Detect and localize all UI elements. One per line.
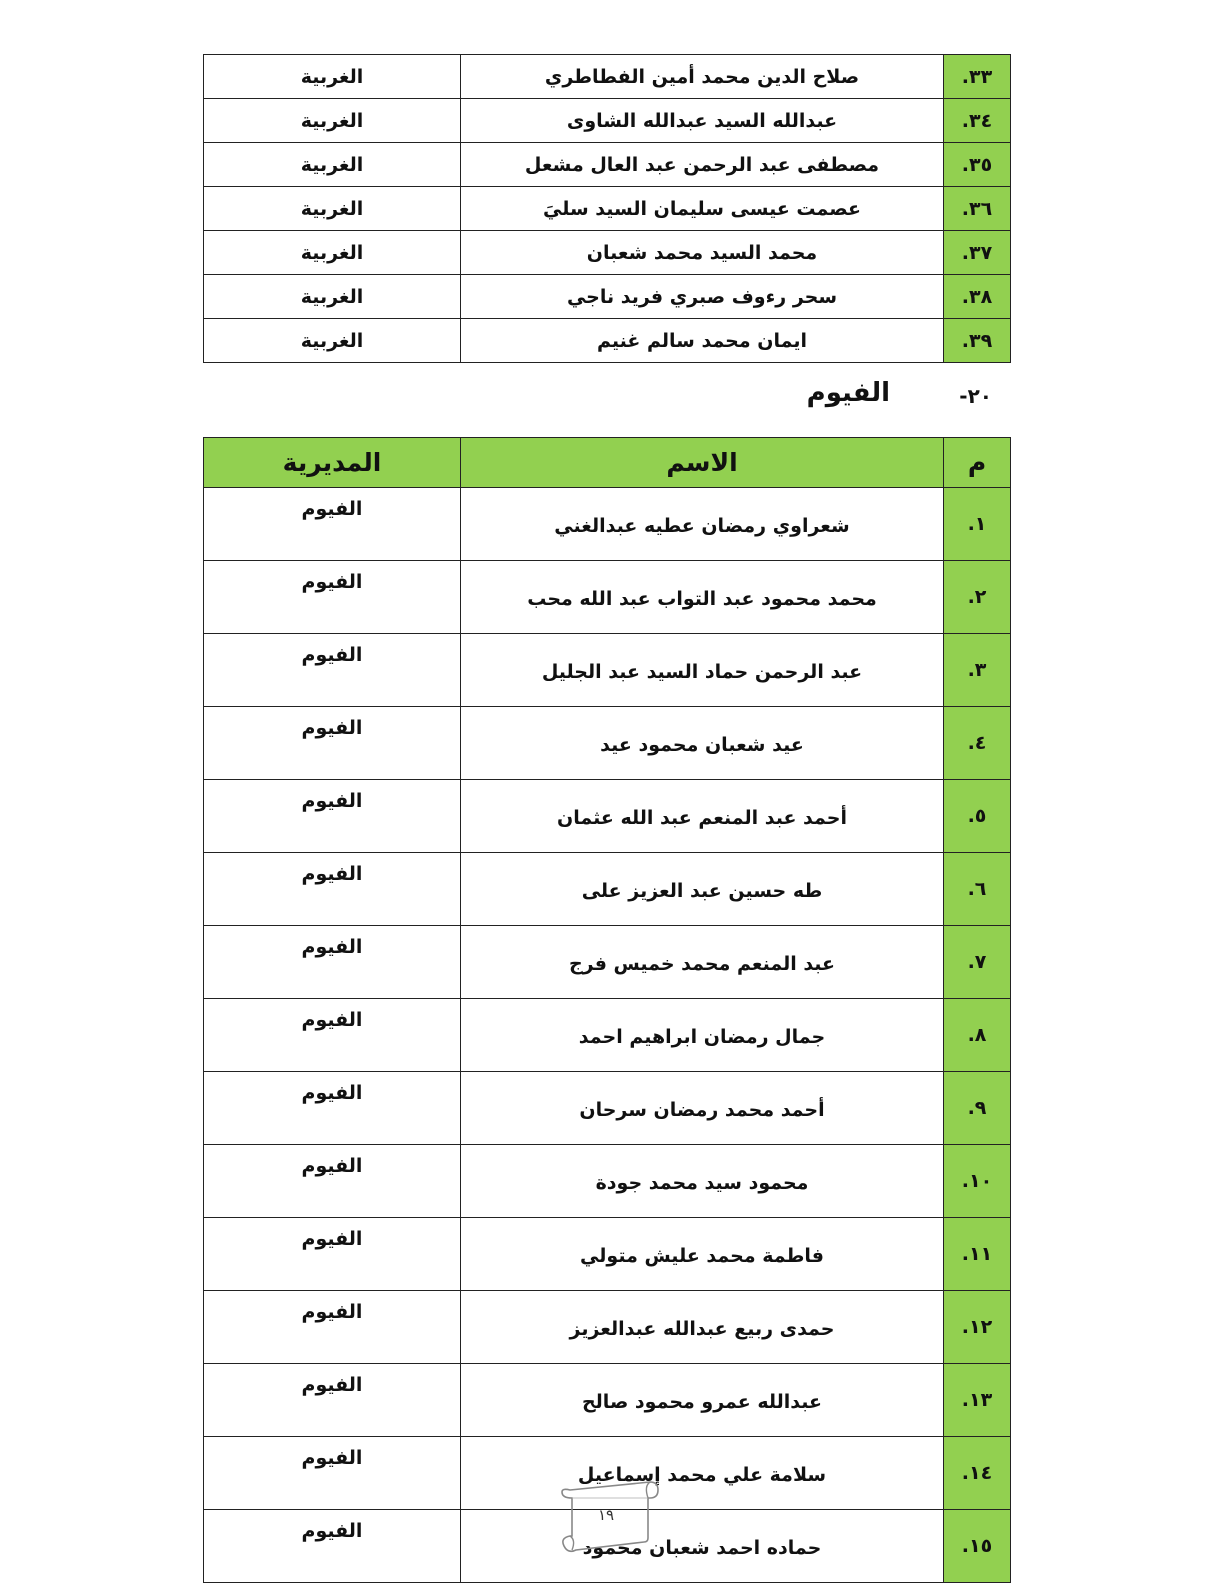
table-row xyxy=(204,853,1011,926)
table-row xyxy=(204,926,1011,999)
row-name: عبدالله السيد عبدالله الشاوى xyxy=(461,99,944,143)
previous-directorate-table xyxy=(203,54,1011,363)
row-number: ١٥. xyxy=(944,1510,1011,1583)
page-footer xyxy=(552,1476,660,1558)
row-name: محمد السيد محمد شعبان xyxy=(461,231,944,275)
row-number: ٧. xyxy=(944,926,1011,999)
row-number: ١. xyxy=(944,488,1011,561)
row-number: ٣٥. xyxy=(944,143,1011,187)
table-row xyxy=(204,1291,1011,1364)
row-name: سلامة علي محمد إسماعيل xyxy=(461,1437,944,1510)
row-name: عصمت عيسى سليمان السيد سليَ xyxy=(461,187,944,231)
row-name: حمدى ربيع عبدالله عبدالعزيز xyxy=(461,1291,944,1364)
row-directorate: الفيوم xyxy=(204,853,461,926)
row-number: ٤. xyxy=(944,707,1011,780)
table-body xyxy=(204,55,1011,363)
table-row xyxy=(204,143,1011,187)
row-name: عبد المنعم محمد خميس فرج xyxy=(461,926,944,999)
row-directorate: الفيوم xyxy=(204,780,461,853)
row-name: مصطفى عبد الرحمن عبد العال مشعل xyxy=(461,143,944,187)
table-row xyxy=(204,187,1011,231)
row-directorate: الغربية xyxy=(204,99,461,143)
row-directorate: الفيوم xyxy=(204,707,461,780)
row-directorate: الغربية xyxy=(204,55,461,99)
row-number: ١٤. xyxy=(944,1437,1011,1510)
row-directorate: الفيوم xyxy=(204,1510,461,1583)
header-directorate: المديرية xyxy=(204,438,461,488)
row-number: ٣٧. xyxy=(944,231,1011,275)
table-row xyxy=(204,1364,1011,1437)
table-row xyxy=(204,275,1011,319)
row-number: ٩. xyxy=(944,1072,1011,1145)
table-row xyxy=(204,99,1011,143)
section-title: الفيوم xyxy=(806,378,890,408)
row-directorate: الفيوم xyxy=(204,488,461,561)
row-name: محمود سيد محمد جودة xyxy=(461,1145,944,1218)
row-directorate: الغربية xyxy=(204,319,461,363)
row-name: محمد محمود عبد التواب عبد الله محب xyxy=(461,561,944,634)
row-number: ٢. xyxy=(944,561,1011,634)
row-name: طه حسين عبد العزيز على xyxy=(461,853,944,926)
table-row xyxy=(204,999,1011,1072)
row-name: شعراوي رمضان عطيه عبدالغني xyxy=(461,488,944,561)
row-number: ٣٤. xyxy=(944,99,1011,143)
row-directorate: الفيوم xyxy=(204,999,461,1072)
table-row xyxy=(204,55,1011,99)
row-name: أحمد عبد المنعم عبد الله عثمان xyxy=(461,780,944,853)
row-number: ٣. xyxy=(944,634,1011,707)
row-directorate: الفيوم xyxy=(204,634,461,707)
table-header xyxy=(204,438,1011,488)
header-number: م xyxy=(944,438,1011,488)
row-number: ١٢. xyxy=(944,1291,1011,1364)
table-row xyxy=(204,319,1011,363)
row-name: عبدالله عمرو محمود صالح xyxy=(461,1364,944,1437)
row-directorate: الغربية xyxy=(204,231,461,275)
section-heading xyxy=(806,378,1000,414)
row-number: ٣٣. xyxy=(944,55,1011,99)
row-number: ٣٩. xyxy=(944,319,1011,363)
table-row xyxy=(204,780,1011,853)
row-number: ٦. xyxy=(944,853,1011,926)
header-name: الاسم xyxy=(461,438,944,488)
row-directorate: الفيوم xyxy=(204,1218,461,1291)
row-directorate: الفيوم xyxy=(204,1072,461,1145)
row-number: ١١. xyxy=(944,1218,1011,1291)
table-body xyxy=(204,488,1011,1583)
table-row xyxy=(204,561,1011,634)
header-row xyxy=(204,438,1011,488)
row-directorate: الغربية xyxy=(204,143,461,187)
row-number: ٣٨. xyxy=(944,275,1011,319)
fayoum-table xyxy=(203,437,1011,1583)
row-directorate: الغربية xyxy=(204,275,461,319)
row-name: عيد شعبان محمود عيد xyxy=(461,707,944,780)
row-name: فاطمة محمد عليش متولي xyxy=(461,1218,944,1291)
row-name: أحمد محمد رمضان سرحان xyxy=(461,1072,944,1145)
row-directorate: الفيوم xyxy=(204,1437,461,1510)
row-directorate: الفيوم xyxy=(204,926,461,999)
row-directorate: الفيوم xyxy=(204,1145,461,1218)
table-row xyxy=(204,1218,1011,1291)
row-directorate: الفيوم xyxy=(204,561,461,634)
row-name: ايمان محمد سالم غنيم xyxy=(461,319,944,363)
row-name: سحر رءوف صبري فريد ناجي xyxy=(461,275,944,319)
row-name: عبد الرحمن حماد السيد عبد الجليل xyxy=(461,634,944,707)
row-number: ١٣. xyxy=(944,1364,1011,1437)
table-row xyxy=(204,231,1011,275)
table-row xyxy=(204,1145,1011,1218)
page-number: ١٩ xyxy=(597,1506,615,1524)
row-name: جمال رمضان ابراهيم احمد xyxy=(461,999,944,1072)
row-number: ٨. xyxy=(944,999,1011,1072)
row-number: ٣٦. xyxy=(944,187,1011,231)
row-name: حماده احمد شعبان محمود xyxy=(461,1510,944,1583)
section-number: ٢٠- xyxy=(959,384,992,408)
row-directorate: الفيوم xyxy=(204,1291,461,1364)
row-number: ١٠. xyxy=(944,1145,1011,1218)
table-row xyxy=(204,1072,1011,1145)
row-number: ٥. xyxy=(944,780,1011,853)
row-directorate: الفيوم xyxy=(204,1364,461,1437)
table-row xyxy=(204,707,1011,780)
table-row xyxy=(204,488,1011,561)
row-directorate: الغربية xyxy=(204,187,461,231)
table-row xyxy=(204,634,1011,707)
row-name: صلاح الدين محمد أمين الفطاطري xyxy=(461,55,944,99)
